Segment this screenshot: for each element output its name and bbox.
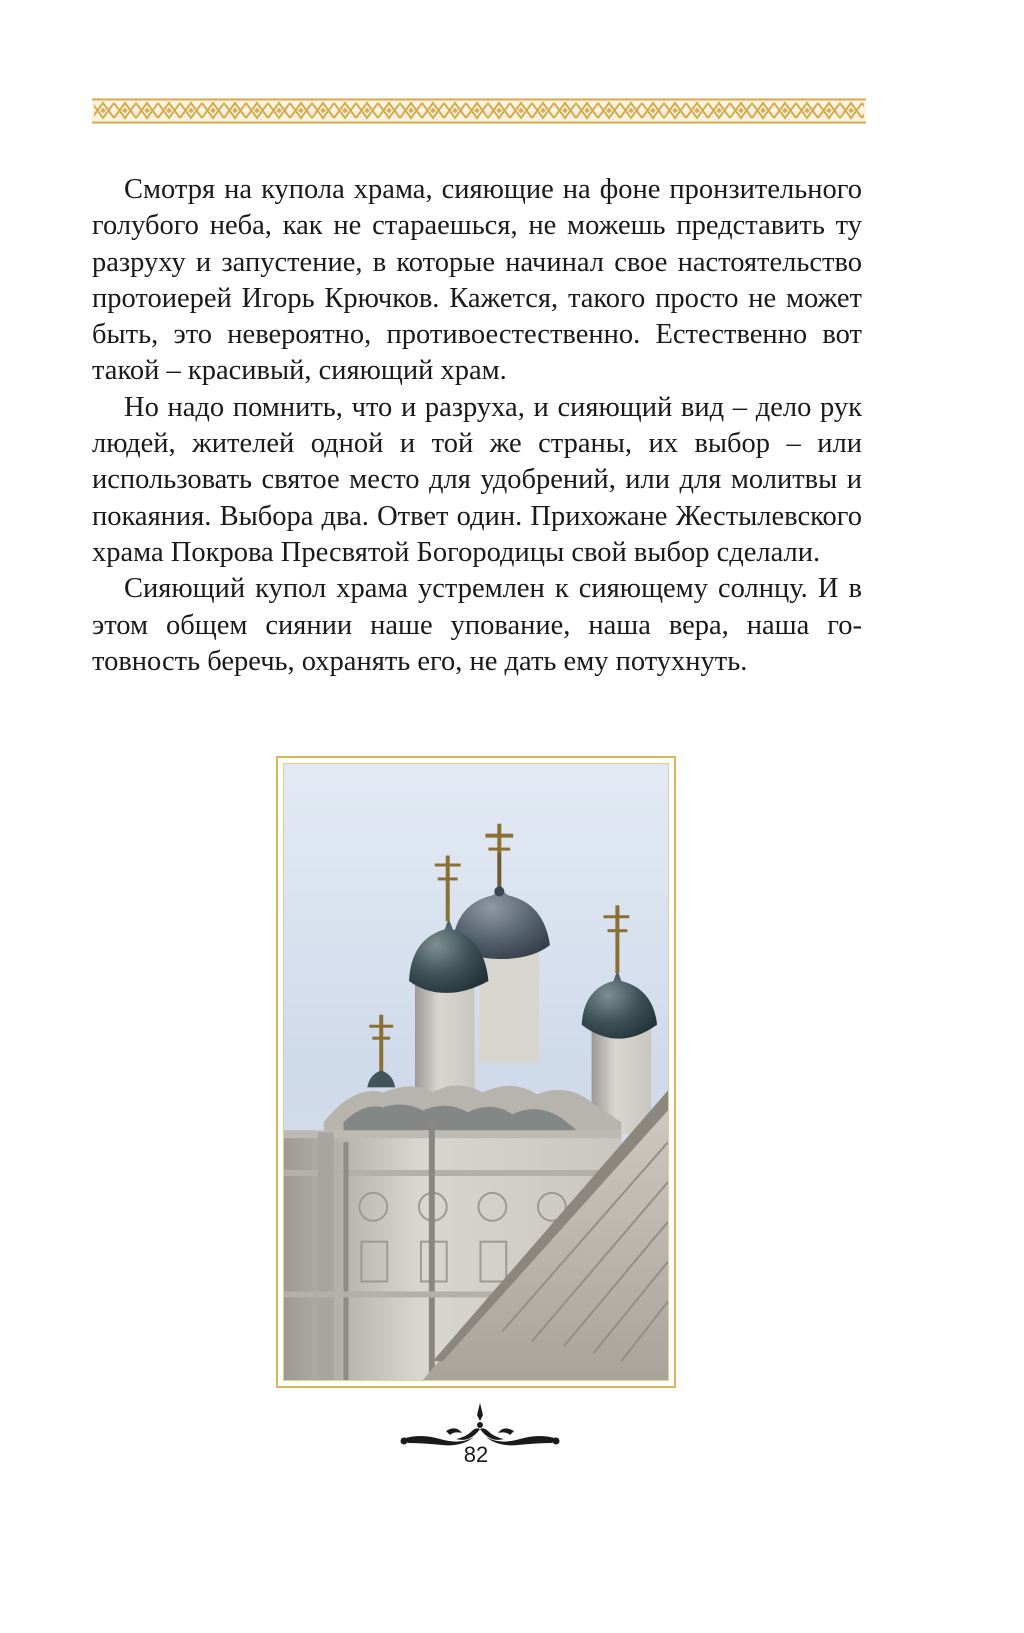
- paragraph-3: Сияющий купол храма устремлен к сияющему солнцу. И в этом общем сиянии наше упование, наша вера, наша готовность беречь, охранять его, не дать ему потухнуть.: [92, 573, 862, 677]
- paragraph-2: Но надо помнить, что и разруха, и сияющий вид – дело рук людей, жителей одной и той же страны, их выбор – или использовать святое место для удобрений, или для молитвы и покаяния. Выбора два. Ответ один. Прихожане Жестылевского храма Покрова Пресвятой Богородицы свой выбор сделали.: [92, 391, 862, 568]
- church-domes-photo: [283, 763, 669, 1381]
- photo-frame: [276, 756, 676, 1388]
- paragraph-1: Смотря на купола храма, сияющие на фоне пронзительного голубого неба, как не стараешься, не можешь представить ту разруху и запустение, в которые начинал свое настоятельство протоиерей Игорь Крючков. Кажется, такого просто не может быть, это невероятно, противоестественно. Естественно вот такой – красивый, сияющий храм.: [92, 174, 862, 387]
- body-text: [92, 172, 862, 680]
- gold-braid-border-icon: [92, 98, 866, 124]
- page-number: 82: [463, 1442, 489, 1467]
